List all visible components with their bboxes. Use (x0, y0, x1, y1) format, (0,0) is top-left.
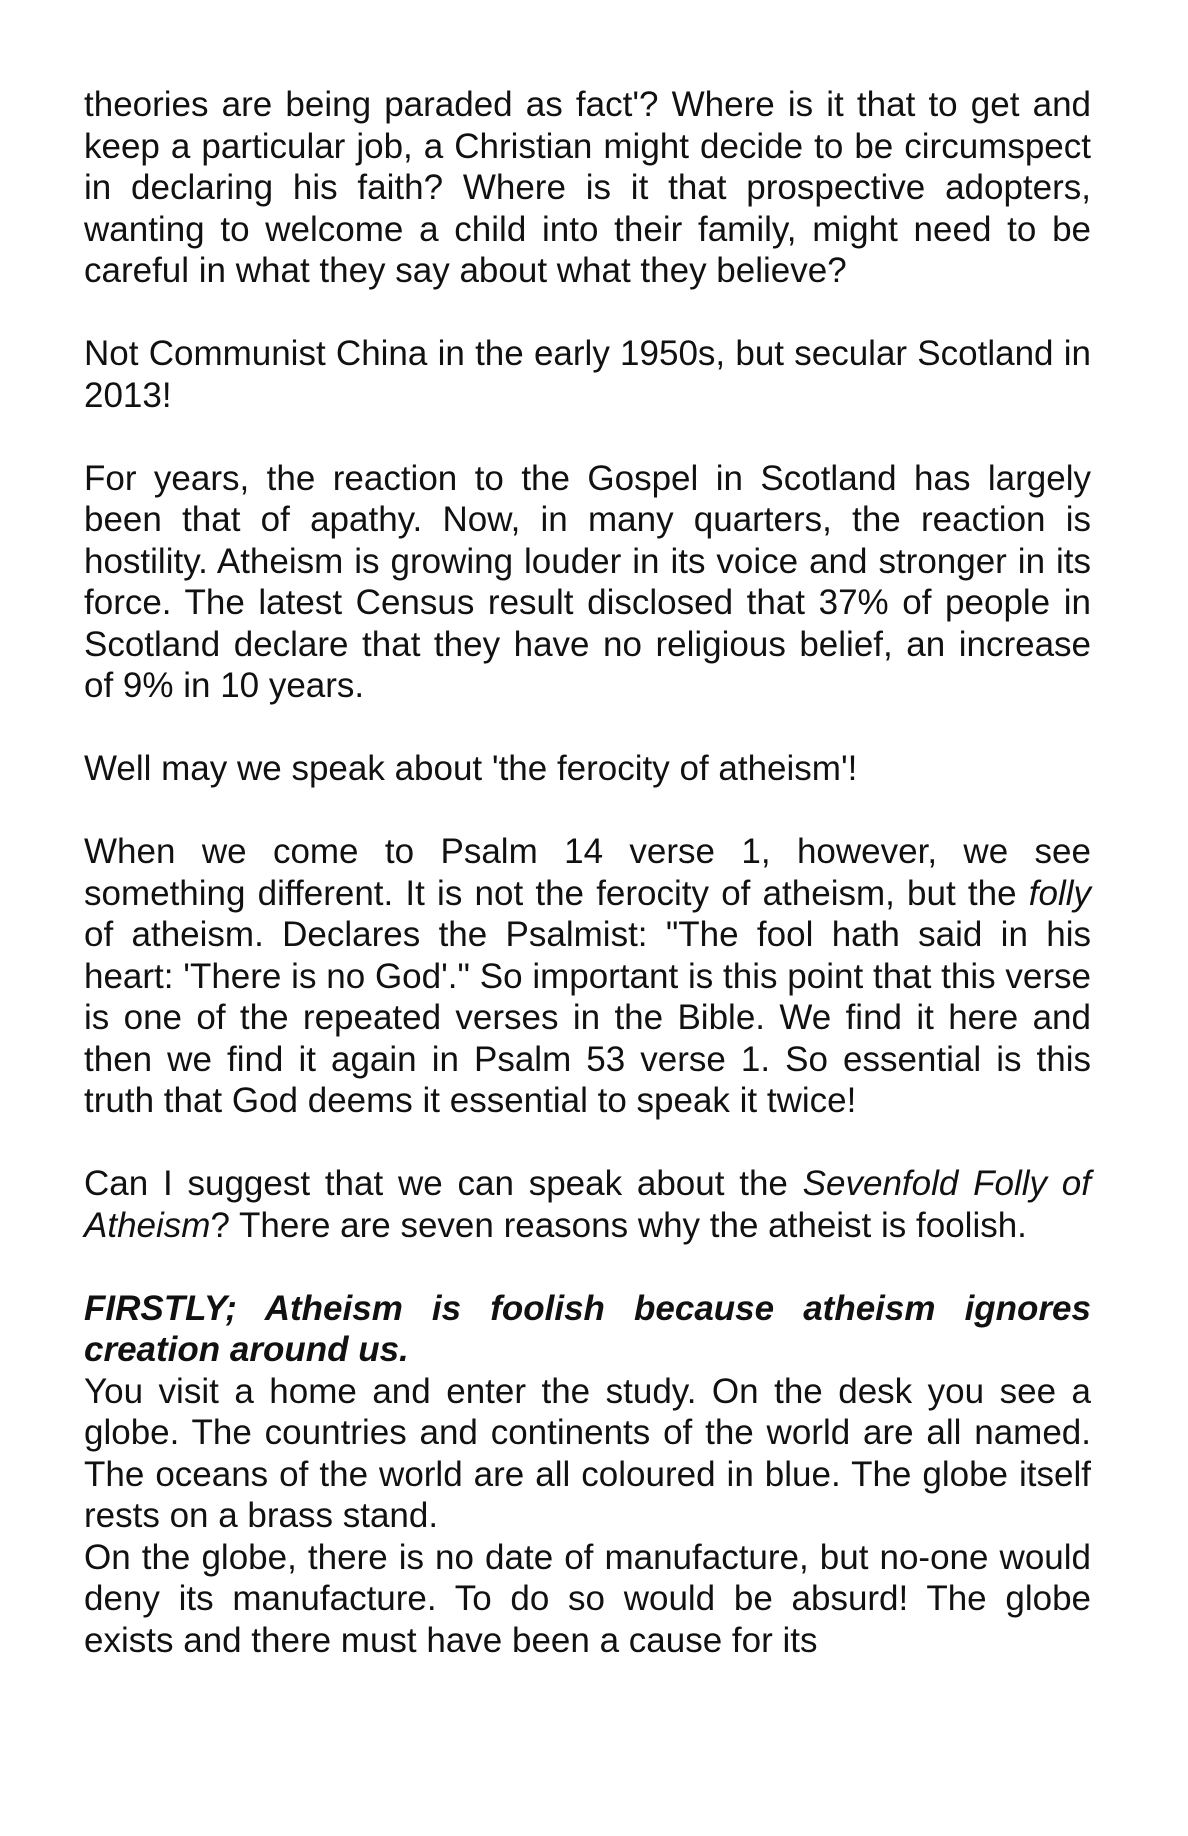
paragraph-psalm-14 (84, 831, 1091, 1122)
paragraph-psalm-14-text-start: When we come to Psalm 14 verse 1, however, we see something different. It is not the ferocity of atheism, but the (84, 832, 1091, 913)
paragraph-sevenfold-text-start: Can I suggest that we can speak about the (84, 1164, 803, 1203)
paragraph-sevenfold-text-end: ? There are seven reasons why the atheist is foolish. (210, 1205, 1027, 1245)
paragraph-globe-manufacture: On the globe, there is no date of manufacture, but no-one would deny its manufacture. To do so would be absurd! The globe exists and there must have been a cause for its (84, 1537, 1091, 1660)
emphasis-sevenfold-folly: Sevenfold Folly of Atheism (84, 1164, 1091, 1245)
paragraph-globe-study: You visit a home and enter the study. On the desk you see a globe. The countries and continents of the world are all named. The oceans of the world are all coloured in blue. The globe itself rests on a brass stand. (84, 1371, 1091, 1535)
paragraph-census: For years, the reaction to the Gospel in Scotland has largely been that of apathy. Now, in many quarters, the reaction is hostility. Atheism is growing louder in its voice and stronger in its force. The latest Census result disclosed that 37% of people in Scotland declare that they have no religious belief, an increase of 9% in 10 years. (84, 458, 1091, 705)
paragraph-scotland-2013: Not Communist China in the early 1950s, but secular Scotland in 2013! (84, 334, 1091, 415)
document-page (84, 84, 1091, 1661)
paragraph-psalm-14-text-end: of atheism. Declares the Psalmist: "The fool hath said in his heart: 'There is no God'." So important is this point that this verse is one of the repeated verses in the Bible. We find it here and then we find it again in Psalm 53 verse 1. So essential is this truth that God deems it essential to speak it twice! (84, 915, 1091, 1120)
paragraph-sevenfold-folly (84, 1163, 1091, 1246)
paragraph-adoption-question: theories are being paraded as fact'? Where is it that to get and keep a particular job, a Christian might decide to be circumspect in declaring his faith? Where is it that prospective adopters, wanting to welcome a child into their family, might need to be careful in what they say about what they believe? (84, 85, 1091, 290)
emphasis-folly: folly (1028, 873, 1091, 913)
paragraph-ferocity: Well may we speak about 'the ferocity of atheism'! (84, 749, 858, 788)
section-heading-firstly: FIRSTLY; Atheism is foolish because atheism ignores creation around us. (84, 1288, 1091, 1369)
